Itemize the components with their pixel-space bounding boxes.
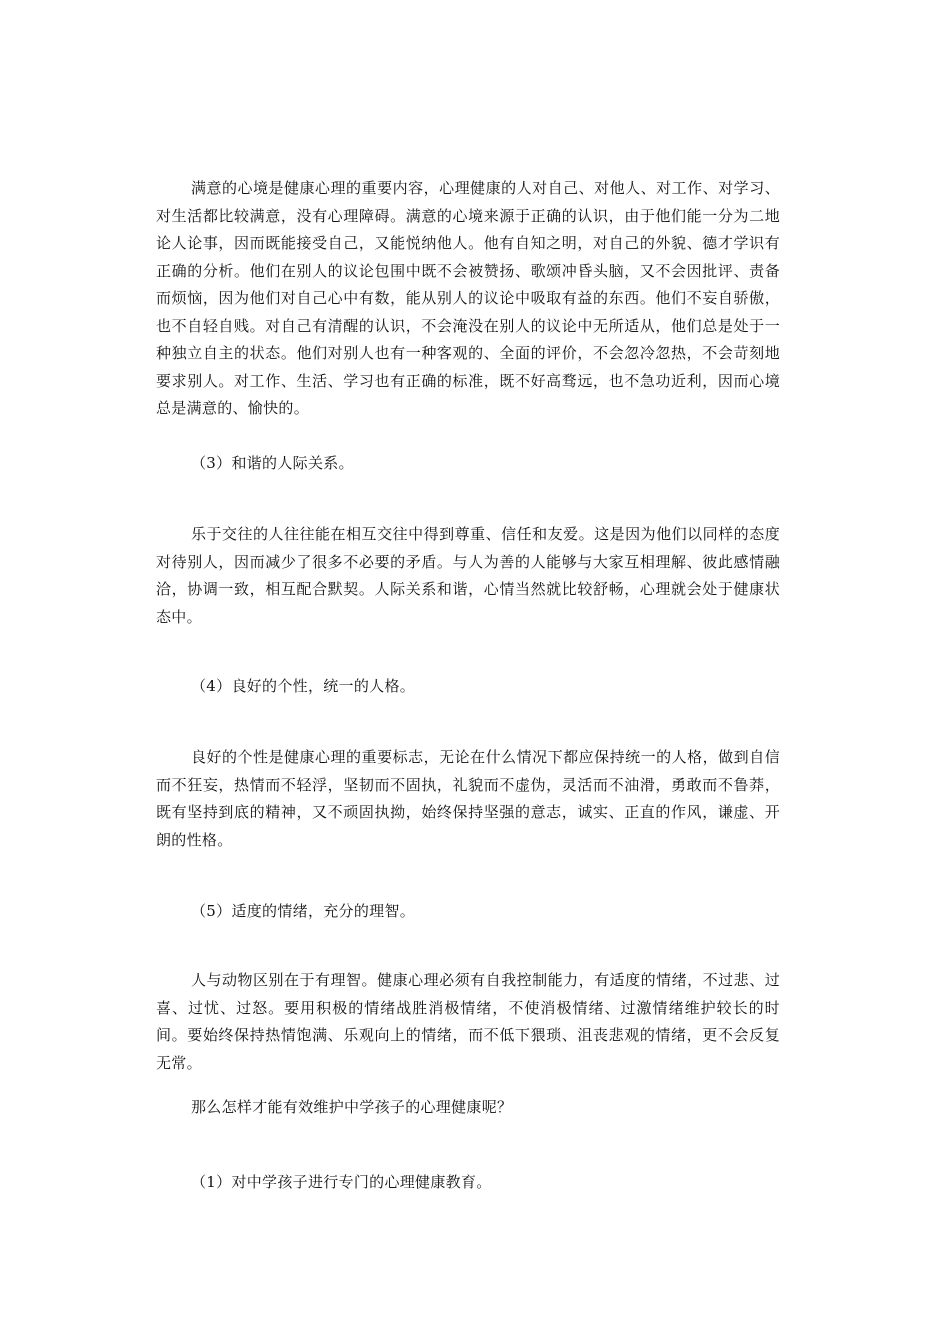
heading-moderate-emotions: （5）适度的情绪，充分的理智。 <box>191 902 416 920</box>
heading-good-personality: （4）良好的个性，统一的人格。 <box>191 677 416 695</box>
paragraph-social-interaction: 乐于交往的人往往能在相互交往中得到尊重、信任和友爱。这是因为他们以同样的态度对待别人，因而减少了很多不必要的矛盾。与人为善的人能够与大家互相理解、彼此感情融洽，协调一致，相互配合默契。人际关系和谐，心情当然就比较舒畅，心理就会处于健康状态中。 <box>156 525 780 626</box>
paragraph-satisfied-mood: 满意的心境是健康心理的重要内容，心理健康的人对自己、对他人、对工作、对学习、对生活都比较满意，没有心理障碍。满意的心境来源于正确的认识，由于他们能一分为二地论人论事，因而既能接受自己，又能悦纳他人。他有自知之明，对自己的外貌、德才学识有正确的分析。他们在别人的议论包围中既不会被赞扬、歌颂冲昏头脑，又不会因批评、责备而烦恼，因为他们对自己心中有数，能从别人的议论中吸取有益的东西。他们不妄自骄傲，也不自轻自贱。对自己有清醒的认识，不会淹没在别人的议论中无所适从，他们总是处于一种独立自主的状态。他们对别人也有一种客观的、全面的评价，不会忽冷忽热，不会苛刻地要求别人。对工作、生活、学习也有正确的标准，既不好高骛远，也不急功近利，因而心境总是满意的、愉快的。 <box>156 179 780 417</box>
paragraph-personality: 良好的个性是健康心理的重要标志，无论在什么情况下都应保持统一的人格，做到自信而不狂妄，热情而不轻浮，坚韧而不固执，礼貌而不虚伪，灵活而不油滑，勇敢而不鲁莽，既有坚持到底的精神，又不顽固执拗，始终保持坚强的意志，诚实、正直的作风，谦虚、开朗的性格。 <box>156 748 780 849</box>
question-maintain-health: 那么怎样才能有效维护中学孩子的心理健康呢？ <box>191 1098 513 1116</box>
heading-special-education: （1）对中学孩子进行专门的心理健康教育。 <box>191 1173 492 1191</box>
heading-harmonious-relationships: （3）和谐的人际关系。 <box>191 454 354 472</box>
paragraph-emotions: 人与动物区别在于有理智。健康心理必须有自我控制能力，有适度的情绪，不过悲、过喜、过忧、过怒。要用积极的情绪战胜消极情绪，不使消极情绪、过激情绪维护较长的时间。要始终保持热情饱满、乐观向上的情绪，而不低下猥琐、沮丧悲观的情绪，更不会反复无常。 <box>156 971 780 1072</box>
